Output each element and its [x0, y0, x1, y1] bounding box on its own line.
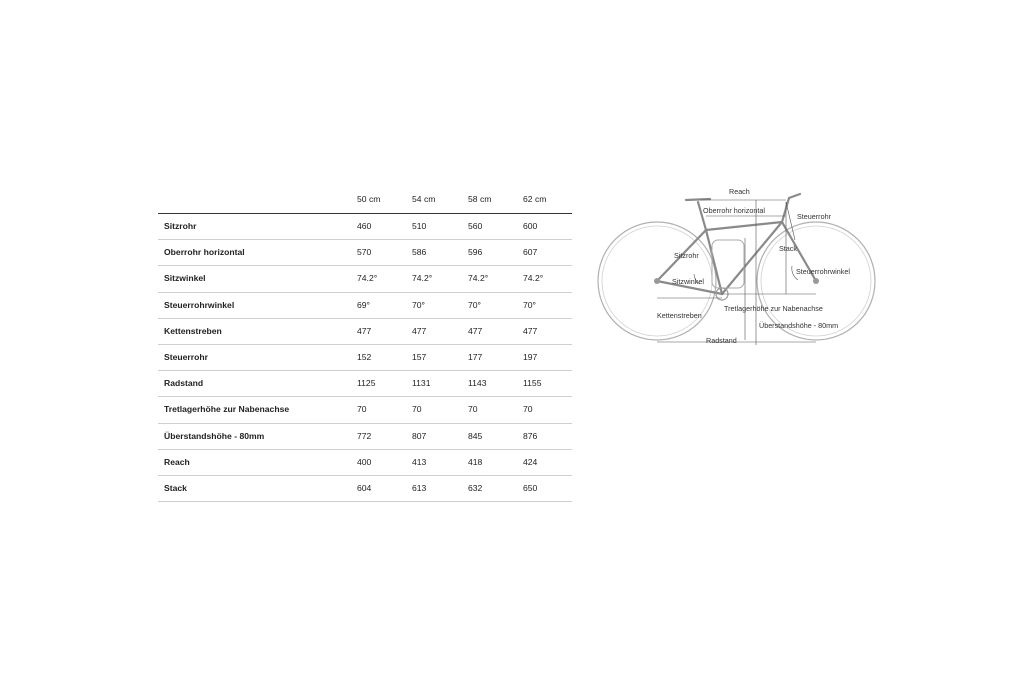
row-value: 600 — [523, 221, 538, 231]
row-value: 586 — [412, 247, 427, 258]
label-ueberstand: Überstandshöhe - 80mm — [759, 321, 839, 330]
row-value: 70° — [468, 299, 481, 310]
row-value: 70 — [468, 404, 478, 415]
geometry-table — [158, 188, 572, 502]
row-value: 413 — [412, 456, 427, 467]
table-row — [158, 397, 572, 423]
row-value: 845 — [468, 430, 483, 441]
row-value: 460 — [357, 221, 372, 231]
row-value: 596 — [468, 247, 483, 258]
table-body — [158, 214, 572, 502]
row-label: Reach — [164, 456, 190, 467]
row-value: 1143 — [468, 378, 487, 389]
row-label: Tretlagerhöhe zur Nabenachse — [164, 404, 290, 415]
label-sitzwinkel: Sitzwinkel — [672, 277, 704, 286]
table-row — [158, 371, 572, 397]
header-cell-size: 62 cm — [523, 194, 547, 204]
row-value: 477 — [468, 325, 483, 336]
label-oberrohr: Oberrohr horizontal — [703, 206, 765, 215]
label-tretlager: Tretlagerhöhe zur Nabenachse — [724, 304, 823, 313]
table-row — [158, 214, 572, 240]
header-cell-size: 50 cm — [357, 194, 381, 204]
table-row — [158, 450, 572, 476]
row-value: 70 — [412, 404, 422, 415]
row-label: Sitzwinkel — [164, 273, 206, 284]
battery-outline — [712, 240, 744, 288]
row-value: 69° — [357, 299, 370, 310]
label-kettenstreben: Kettenstreben — [657, 311, 702, 320]
label-radstand: Radstand — [706, 336, 737, 345]
row-value: 632 — [468, 482, 483, 493]
row-value: 74.2° — [523, 273, 544, 284]
label-steuerrohr: Steuerrohr — [797, 212, 831, 221]
label-steuerrohrwinkel: Steuerrohrwinkel — [796, 267, 850, 276]
row-value: 772 — [357, 430, 372, 441]
row-label: Kettenstreben — [164, 325, 222, 336]
label-reach: Reach — [729, 187, 750, 196]
row-value: 570 — [357, 247, 372, 258]
row-value: 1155 — [523, 378, 542, 389]
row-value: 157 — [412, 351, 427, 362]
row-value: 477 — [412, 325, 427, 336]
row-value: 70 — [523, 404, 533, 415]
row-value: 400 — [357, 456, 372, 467]
row-value: 70° — [412, 299, 425, 310]
table-header-row — [158, 188, 572, 214]
row-value: 197 — [523, 351, 538, 362]
row-value: 613 — [412, 482, 427, 493]
row-value: 177 — [468, 351, 483, 362]
row-value: 70 — [357, 404, 367, 415]
row-label: Oberrohr horizontal — [164, 247, 245, 258]
row-label: Überstandshöhe - 80mm — [164, 430, 265, 441]
row-value: 477 — [523, 325, 538, 336]
table-row — [158, 476, 572, 502]
row-value: 477 — [357, 325, 372, 336]
row-label: Sitzrohr — [164, 221, 197, 231]
rear-hub-icon — [654, 278, 660, 284]
row-label: Steuerrohrwinkel — [164, 299, 235, 310]
row-label: Radstand — [164, 378, 204, 389]
row-value: 70° — [523, 299, 536, 310]
table-row — [158, 293, 572, 319]
row-value: 74.2° — [412, 273, 433, 284]
front-hub-icon — [813, 278, 819, 284]
row-value: 74.2° — [357, 273, 378, 284]
table-row — [158, 345, 572, 371]
row-value: 876 — [523, 430, 538, 441]
row-value: 1131 — [412, 378, 431, 389]
row-value: 650 — [523, 482, 538, 493]
row-value: 607 — [523, 247, 538, 258]
row-value: 560 — [468, 221, 483, 231]
row-value: 424 — [523, 456, 538, 467]
header-cell-size: 58 cm — [468, 194, 492, 204]
table-row — [158, 240, 572, 266]
table-row — [158, 424, 572, 450]
row-value: 807 — [412, 430, 427, 441]
row-value: 418 — [468, 456, 483, 467]
row-label: Stack — [164, 482, 187, 493]
row-value: 510 — [412, 221, 427, 231]
header-cell-size: 54 cm — [412, 194, 436, 204]
label-stack: Stack — [779, 244, 797, 253]
row-label: Steuerrohr — [164, 351, 208, 362]
row-value: 152 — [357, 351, 372, 362]
table-row — [158, 266, 572, 292]
row-value: 604 — [357, 482, 372, 493]
row-value: 74.2° — [468, 273, 489, 284]
bike-geometry-diagram — [590, 180, 890, 355]
row-value: 1125 — [357, 378, 376, 389]
table-row — [158, 319, 572, 345]
label-sitzrohr: Sitzrohr — [674, 251, 699, 260]
